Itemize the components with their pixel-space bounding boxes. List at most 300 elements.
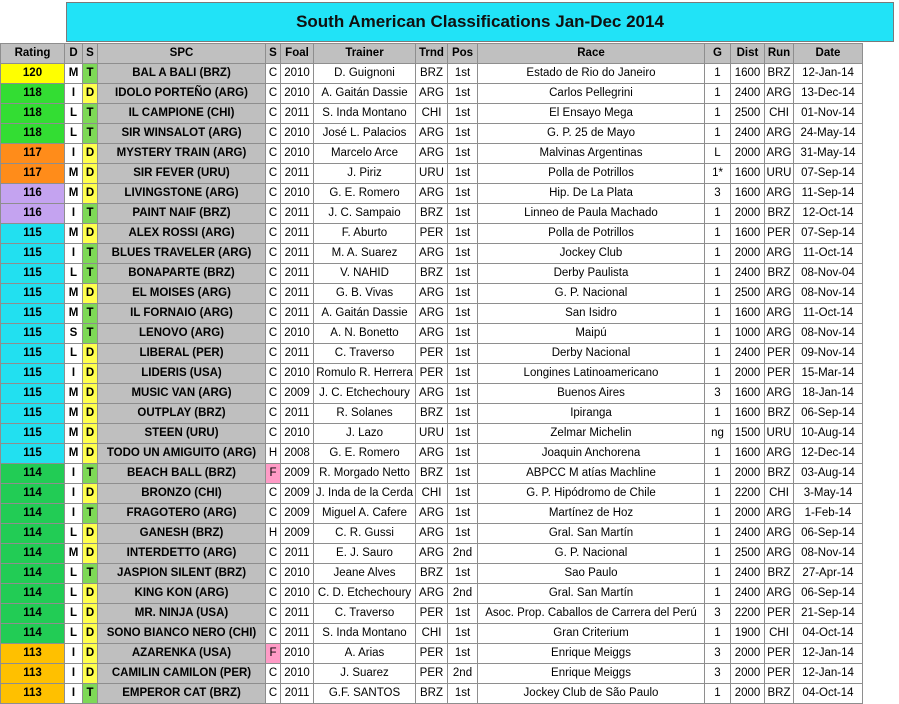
cell-rating[interactable]: 115 [1,244,65,264]
cell-race[interactable]: Longines Latinoamericano [478,364,705,384]
cell-grade[interactable]: 1 [705,364,731,384]
cell-run-country[interactable]: URU [765,424,794,444]
cell-trained-country[interactable]: ARG [416,544,448,564]
cell-trainer[interactable]: J. C. Etchechoury [314,384,416,404]
cell-race[interactable]: Derby Nacional [478,344,705,364]
cell-surface[interactable]: D [83,624,98,644]
cell-run-country[interactable]: ARG [765,324,794,344]
cell-distance-class[interactable]: M [65,424,83,444]
cell-rating[interactable]: 114 [1,584,65,604]
cell-distance[interactable]: 2400 [731,344,765,364]
cell-trained-country[interactable]: ARG [416,304,448,324]
cell-horse-name[interactable]: BONAPARTE (BRZ) [98,264,266,284]
cell-distance-class[interactable]: I [65,364,83,384]
header-date[interactable]: Date [794,44,863,64]
cell-distance-class[interactable]: L [65,524,83,544]
cell-rating[interactable]: 114 [1,524,65,544]
cell-rating[interactable]: 114 [1,624,65,644]
cell-surface[interactable]: T [83,464,98,484]
cell-sex[interactable]: C [266,64,281,84]
cell-run-country[interactable]: ARG [765,124,794,144]
cell-grade[interactable]: 1* [705,164,731,184]
cell-race[interactable]: Jockey Club [478,244,705,264]
cell-sex[interactable]: C [266,424,281,444]
cell-date[interactable]: 07-Sep-14 [794,224,863,244]
cell-foal-year[interactable]: 2011 [281,104,314,124]
cell-grade[interactable]: ng [705,424,731,444]
cell-position[interactable]: 1st [448,324,478,344]
cell-position[interactable]: 1st [448,244,478,264]
cell-distance[interactable]: 2200 [731,484,765,504]
cell-run-country[interactable]: ARG [765,84,794,104]
cell-race[interactable]: Jockey Club de São Paulo [478,684,705,704]
cell-horse-name[interactable]: KING KON (ARG) [98,584,266,604]
cell-race[interactable]: Gral. San Martín [478,524,705,544]
cell-sex[interactable]: C [266,504,281,524]
cell-horse-name[interactable]: MUSIC VAN (ARG) [98,384,266,404]
cell-run-country[interactable]: PER [765,364,794,384]
cell-run-country[interactable]: BRZ [765,204,794,224]
cell-foal-year[interactable]: 2011 [281,544,314,564]
cell-position[interactable]: 1st [448,484,478,504]
cell-sex[interactable]: H [266,444,281,464]
cell-sex[interactable]: C [266,324,281,344]
cell-position[interactable]: 1st [448,184,478,204]
cell-position[interactable]: 1st [448,164,478,184]
cell-surface[interactable]: T [83,204,98,224]
cell-foal-year[interactable]: 2010 [281,424,314,444]
cell-rating[interactable]: 115 [1,304,65,324]
cell-rating[interactable]: 114 [1,604,65,624]
cell-rating[interactable]: 115 [1,404,65,424]
cell-surface[interactable]: T [83,264,98,284]
cell-distance-class[interactable]: M [65,184,83,204]
cell-sex[interactable]: C [266,264,281,284]
cell-rating[interactable]: 115 [1,324,65,344]
cell-foal-year[interactable]: 2011 [281,284,314,304]
cell-run-country[interactable]: PER [765,224,794,244]
cell-foal-year[interactable]: 2011 [281,204,314,224]
cell-surface[interactable]: D [83,664,98,684]
cell-trained-country[interactable]: ARG [416,524,448,544]
cell-sex[interactable]: C [266,664,281,684]
cell-trained-country[interactable]: ARG [416,144,448,164]
cell-trainer[interactable]: Romulo R. Herrera [314,364,416,384]
cell-race[interactable]: Enrique Meiggs [478,644,705,664]
cell-distance[interactable]: 1900 [731,624,765,644]
cell-date[interactable]: 08-Nov-14 [794,324,863,344]
cell-distance-class[interactable]: L [65,264,83,284]
cell-date[interactable]: 1-Feb-14 [794,504,863,524]
cell-trained-country[interactable]: BRZ [416,264,448,284]
cell-distance[interactable]: 1600 [731,404,765,424]
cell-grade[interactable]: 1 [705,544,731,564]
cell-trained-country[interactable]: ARG [416,384,448,404]
cell-date[interactable]: 08-Nov-04 [794,264,863,284]
cell-run-country[interactable]: BRZ [765,264,794,284]
cell-surface[interactable]: D [83,444,98,464]
cell-grade[interactable]: 1 [705,224,731,244]
cell-rating[interactable]: 116 [1,204,65,224]
cell-run-country[interactable]: ARG [765,144,794,164]
cell-rating[interactable]: 115 [1,424,65,444]
cell-sex[interactable]: C [266,284,281,304]
cell-distance[interactable]: 1600 [731,164,765,184]
cell-surface[interactable]: D [83,524,98,544]
cell-trainer[interactable]: G. E. Romero [314,444,416,464]
header-grade[interactable]: G [705,44,731,64]
cell-grade[interactable]: 3 [705,664,731,684]
header-sex[interactable]: S [266,44,281,64]
cell-distance[interactable]: 1600 [731,304,765,324]
cell-sex[interactable]: C [266,404,281,424]
cell-distance[interactable]: 2000 [731,464,765,484]
cell-date[interactable]: 12-Jan-14 [794,64,863,84]
cell-distance[interactable]: 2000 [731,684,765,704]
header-position[interactable]: Pos [448,44,478,64]
cell-horse-name[interactable]: OUTPLAY (BRZ) [98,404,266,424]
cell-distance[interactable]: 2400 [731,564,765,584]
cell-trainer[interactable]: S. Inda Montano [314,624,416,644]
cell-surface[interactable]: T [83,504,98,524]
cell-trainer[interactable]: J. Suarez [314,664,416,684]
cell-foal-year[interactable]: 2010 [281,84,314,104]
cell-trainer[interactable]: G. E. Romero [314,184,416,204]
cell-position[interactable]: 1st [448,624,478,644]
cell-sex[interactable]: C [266,244,281,264]
cell-position[interactable]: 1st [448,104,478,124]
cell-distance[interactable]: 1600 [731,184,765,204]
cell-distance-class[interactable]: L [65,564,83,584]
cell-position[interactable]: 1st [448,404,478,424]
cell-horse-name[interactable]: LIBERAL (PER) [98,344,266,364]
cell-run-country[interactable]: ARG [765,184,794,204]
cell-distance-class[interactable]: M [65,304,83,324]
cell-trainer[interactable]: J. Lazo [314,424,416,444]
cell-foal-year[interactable]: 2011 [281,224,314,244]
cell-race[interactable]: Martínez de Hoz [478,504,705,524]
cell-date[interactable]: 01-Nov-14 [794,104,863,124]
cell-foal-year[interactable]: 2011 [281,244,314,264]
cell-date[interactable]: 06-Sep-14 [794,584,863,604]
cell-date[interactable]: 24-May-14 [794,124,863,144]
cell-sex[interactable]: C [266,364,281,384]
cell-foal-year[interactable]: 2009 [281,484,314,504]
header-horse-name[interactable]: SPC [98,44,266,64]
cell-sex[interactable]: C [266,104,281,124]
cell-distance[interactable]: 1600 [731,224,765,244]
cell-date[interactable]: 31-May-14 [794,144,863,164]
cell-trainer[interactable]: M. A. Suarez [314,244,416,264]
cell-trained-country[interactable]: ARG [416,284,448,304]
cell-grade[interactable]: 1 [705,324,731,344]
cell-foal-year[interactable]: 2011 [281,264,314,284]
cell-position[interactable]: 2nd [448,664,478,684]
cell-date[interactable]: 13-Dec-14 [794,84,863,104]
cell-surface[interactable]: D [83,224,98,244]
cell-date[interactable]: 03-Aug-14 [794,464,863,484]
cell-foal-year[interactable]: 2011 [281,404,314,424]
cell-date[interactable]: 08-Nov-14 [794,544,863,564]
cell-race[interactable]: Malvinas Argentinas [478,144,705,164]
cell-distance-class[interactable]: I [65,644,83,664]
cell-horse-name[interactable]: AZARENKA (USA) [98,644,266,664]
cell-race[interactable]: Sao Paulo [478,564,705,584]
cell-foal-year[interactable]: 2009 [281,384,314,404]
cell-distance-class[interactable]: L [65,344,83,364]
cell-date[interactable]: 21-Sep-14 [794,604,863,624]
cell-trained-country[interactable]: URU [416,424,448,444]
cell-trained-country[interactable]: PER [416,344,448,364]
cell-race[interactable]: Derby Paulista [478,264,705,284]
cell-grade[interactable]: 1 [705,124,731,144]
cell-rating[interactable]: 115 [1,284,65,304]
cell-rating[interactable]: 120 [1,64,65,84]
cell-distance-class[interactable]: I [65,664,83,684]
cell-grade[interactable]: 1 [705,64,731,84]
cell-rating[interactable]: 114 [1,504,65,524]
cell-grade[interactable]: 1 [705,84,731,104]
cell-sex[interactable]: C [266,184,281,204]
cell-run-country[interactable]: ARG [765,584,794,604]
cell-position[interactable]: 1st [448,284,478,304]
cell-race[interactable]: El Ensayo Mega [478,104,705,124]
cell-distance-class[interactable]: M [65,284,83,304]
cell-sex[interactable]: C [266,144,281,164]
cell-foal-year[interactable]: 2010 [281,644,314,664]
cell-grade[interactable]: 1 [705,444,731,464]
cell-horse-name[interactable]: TODO UN AMIGUITO (ARG) [98,444,266,464]
cell-race[interactable]: G. P. Hipódromo de Chile [478,484,705,504]
cell-distance-class[interactable]: I [65,504,83,524]
cell-horse-name[interactable]: LIVINGSTONE (ARG) [98,184,266,204]
cell-position[interactable]: 1st [448,84,478,104]
cell-sex[interactable]: C [266,204,281,224]
cell-run-country[interactable]: PER [765,644,794,664]
cell-surface[interactable]: T [83,124,98,144]
cell-trainer[interactable]: A. Gaitán Dassie [314,304,416,324]
cell-horse-name[interactable]: EMPEROR CAT (BRZ) [98,684,266,704]
cell-sex[interactable]: C [266,484,281,504]
cell-horse-name[interactable]: EL MOISES (ARG) [98,284,266,304]
cell-race[interactable]: Enrique Meiggs [478,664,705,684]
cell-position[interactable]: 1st [448,124,478,144]
cell-distance-class[interactable]: M [65,64,83,84]
cell-distance-class[interactable]: S [65,324,83,344]
cell-distance-class[interactable]: L [65,104,83,124]
cell-rating[interactable]: 113 [1,664,65,684]
cell-trainer[interactable]: J. Inda de la Cerda [314,484,416,504]
cell-surface[interactable]: T [83,684,98,704]
cell-trained-country[interactable]: PER [416,364,448,384]
cell-grade[interactable]: 1 [705,344,731,364]
cell-distance-class[interactable]: L [65,604,83,624]
cell-trained-country[interactable]: PER [416,644,448,664]
cell-sex[interactable]: C [266,304,281,324]
cell-sex[interactable]: C [266,584,281,604]
cell-run-country[interactable]: BRZ [765,464,794,484]
cell-run-country[interactable]: ARG [765,444,794,464]
cell-distance[interactable]: 2400 [731,264,765,284]
cell-horse-name[interactable]: BRONZO (CHI) [98,484,266,504]
cell-race[interactable]: Maipú [478,324,705,344]
cell-position[interactable]: 1st [448,264,478,284]
cell-grade[interactable]: 1 [705,524,731,544]
cell-trainer[interactable]: G. B. Vivas [314,284,416,304]
cell-trainer[interactable]: R. Morgado Netto [314,464,416,484]
cell-horse-name[interactable]: STEEN (URU) [98,424,266,444]
cell-position[interactable]: 1st [448,644,478,664]
cell-rating[interactable]: 114 [1,564,65,584]
cell-foal-year[interactable]: 2011 [281,604,314,624]
cell-distance[interactable]: 1600 [731,444,765,464]
cell-trainer[interactable]: R. Solanes [314,404,416,424]
cell-horse-name[interactable]: BAL A BALI (BRZ) [98,64,266,84]
cell-race[interactable]: Joaquin Anchorena [478,444,705,464]
cell-race[interactable]: San Isidro [478,304,705,324]
cell-distance-class[interactable]: I [65,144,83,164]
cell-distance-class[interactable]: M [65,164,83,184]
cell-foal-year[interactable]: 2009 [281,464,314,484]
cell-date[interactable]: 15-Mar-14 [794,364,863,384]
cell-date[interactable]: 12-Jan-14 [794,644,863,664]
cell-surface[interactable]: D [83,344,98,364]
cell-sex[interactable]: F [266,464,281,484]
cell-position[interactable]: 1st [448,364,478,384]
cell-trainer[interactable]: A. Arias [314,644,416,664]
cell-distance[interactable]: 2500 [731,544,765,564]
cell-surface[interactable]: D [83,184,98,204]
cell-position[interactable]: 1st [448,344,478,364]
cell-race[interactable]: Asoc. Prop. Caballos de Carrera del Perú [478,604,705,624]
cell-grade[interactable]: 1 [705,684,731,704]
cell-race[interactable]: G. P. 25 de Mayo [478,124,705,144]
cell-race[interactable]: Hip. De La Plata [478,184,705,204]
cell-grade[interactable]: 1 [705,244,731,264]
cell-run-country[interactable]: CHI [765,104,794,124]
cell-date[interactable]: 07-Sep-14 [794,164,863,184]
cell-surface[interactable]: D [83,364,98,384]
cell-grade[interactable]: 1 [705,104,731,124]
cell-foal-year[interactable]: 2010 [281,64,314,84]
cell-trainer[interactable]: C. D. Etchechoury [314,584,416,604]
cell-grade[interactable]: 1 [705,204,731,224]
cell-distance-class[interactable]: I [65,484,83,504]
cell-grade[interactable]: 3 [705,644,731,664]
cell-race[interactable]: Ipiranga [478,404,705,424]
cell-date[interactable]: 12-Dec-14 [794,444,863,464]
cell-position[interactable]: 1st [448,384,478,404]
cell-run-country[interactable]: URU [765,164,794,184]
cell-run-country[interactable]: ARG [765,384,794,404]
cell-rating[interactable]: 115 [1,364,65,384]
cell-trained-country[interactable]: ARG [416,324,448,344]
cell-date[interactable]: 04-Oct-14 [794,684,863,704]
header-race[interactable]: Race [478,44,705,64]
cell-surface[interactable]: D [83,484,98,504]
cell-race[interactable]: G. P. Nacional [478,544,705,564]
cell-sex[interactable]: C [266,604,281,624]
cell-position[interactable]: 1st [448,424,478,444]
cell-date[interactable]: 3-May-14 [794,484,863,504]
cell-grade[interactable]: 3 [705,384,731,404]
cell-sex[interactable]: C [266,564,281,584]
cell-run-country[interactable]: PER [765,604,794,624]
cell-race[interactable]: ABPCC M atías Machline [478,464,705,484]
cell-position[interactable]: 1st [448,524,478,544]
cell-race[interactable]: Buenos Aires [478,384,705,404]
cell-distance[interactable]: 2000 [731,664,765,684]
cell-foal-year[interactable]: 2009 [281,504,314,524]
cell-surface[interactable]: T [83,324,98,344]
cell-horse-name[interactable]: IL CAMPIONE (CHI) [98,104,266,124]
cell-run-country[interactable]: PER [765,664,794,684]
cell-position[interactable]: 1st [448,564,478,584]
cell-foal-year[interactable]: 2010 [281,184,314,204]
cell-race[interactable]: Gran Criterium [478,624,705,644]
cell-race[interactable]: Polla de Potrillos [478,224,705,244]
cell-foal-year[interactable]: 2011 [281,164,314,184]
cell-trained-country[interactable]: CHI [416,484,448,504]
cell-distance[interactable]: 2000 [731,504,765,524]
cell-horse-name[interactable]: GANESH (BRZ) [98,524,266,544]
cell-trained-country[interactable]: CHI [416,104,448,124]
cell-date[interactable]: 27-Apr-14 [794,564,863,584]
cell-surface[interactable]: D [83,384,98,404]
cell-position[interactable]: 1st [448,464,478,484]
cell-distance[interactable]: 2400 [731,124,765,144]
cell-foal-year[interactable]: 2010 [281,564,314,584]
cell-grade[interactable]: 1 [705,564,731,584]
cell-run-country[interactable]: ARG [765,504,794,524]
cell-distance[interactable]: 2200 [731,604,765,624]
cell-trainer[interactable]: A. Gaitán Dassie [314,84,416,104]
cell-trainer[interactable]: E. J. Sauro [314,544,416,564]
cell-rating[interactable]: 114 [1,544,65,564]
cell-rating[interactable]: 118 [1,84,65,104]
cell-foal-year[interactable]: 2008 [281,444,314,464]
cell-race[interactable]: G. P. Nacional [478,284,705,304]
cell-horse-name[interactable]: SIR FEVER (URU) [98,164,266,184]
cell-distance-class[interactable]: I [65,244,83,264]
cell-trained-country[interactable]: BRZ [416,404,448,424]
cell-rating[interactable]: 114 [1,484,65,504]
cell-date[interactable]: 04-Oct-14 [794,624,863,644]
cell-sex[interactable]: C [266,384,281,404]
cell-trained-country[interactable]: PER [416,224,448,244]
cell-rating[interactable]: 113 [1,644,65,664]
cell-trainer[interactable]: C. Traverso [314,604,416,624]
cell-date[interactable]: 06-Sep-14 [794,524,863,544]
cell-surface[interactable]: T [83,64,98,84]
cell-distance-class[interactable]: M [65,404,83,424]
cell-trained-country[interactable]: BRZ [416,684,448,704]
cell-trainer[interactable]: C. Traverso [314,344,416,364]
cell-distance[interactable]: 2000 [731,364,765,384]
header-foal-year[interactable]: Foal [281,44,314,64]
cell-position[interactable]: 1st [448,304,478,324]
cell-position[interactable]: 1st [448,64,478,84]
cell-distance-class[interactable]: I [65,84,83,104]
cell-sex[interactable]: C [266,164,281,184]
cell-run-country[interactable]: PER [765,344,794,364]
cell-date[interactable]: 11-Sep-14 [794,184,863,204]
cell-grade[interactable]: 3 [705,604,731,624]
cell-run-country[interactable]: ARG [765,304,794,324]
cell-trained-country[interactable]: ARG [416,84,448,104]
cell-grade[interactable]: 1 [705,264,731,284]
cell-sex[interactable]: C [266,124,281,144]
